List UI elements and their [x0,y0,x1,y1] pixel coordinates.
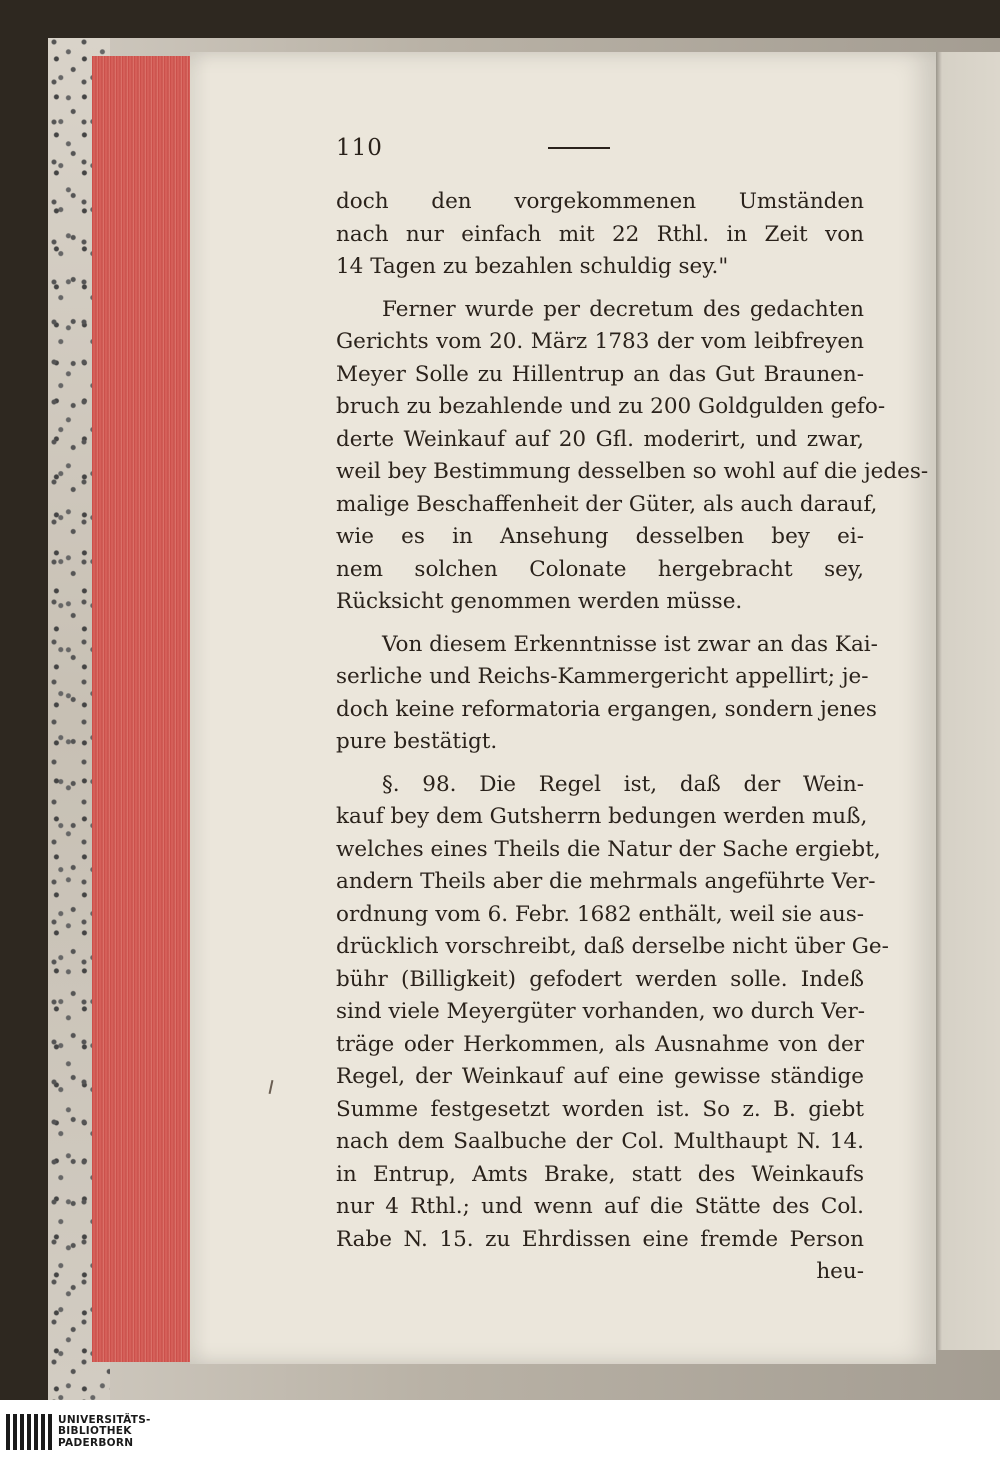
text-line: doch keine reformatoria ergangen, sondern jenes [336,696,877,722]
text-line: kauf bey dem Gutsherrn bedungen werden muß, [336,804,868,829]
text-line: nach nur einfach mit 22 Rthl. in Zeit von [336,221,864,247]
text-line: andern Theils aber die mehrmals angeführte Ver- [336,869,876,894]
text-line: bruch zu bezahlende und zu 200 Goldgulden gefo- [336,394,886,419]
library-logo-icon [6,1414,52,1450]
text-line: derte Weinkauf auf 20 Gfl. moderirt, und zwar, [336,426,864,452]
page-text-block [336,132,929,1299]
page-number: 110 [336,134,383,161]
text-line: Von diesem Erkenntnisse ist zwar an das Kai- [382,631,878,657]
book-page [190,52,936,1364]
text-line: nem solchen Colonate hergebracht sey, [336,556,864,582]
text-line: Summe festgesetzt worden ist. So z. B. giebt [336,1096,864,1122]
text-line: Meyer Solle zu Hillentrup an das Gut Braunen- [336,361,864,387]
red-page-edges [92,56,192,1362]
catchword: heu- [816,1259,864,1284]
logo-line-3: PADERBORN [58,1436,134,1449]
text-line: Gerichts vom 20. März 1783 der vom leibfreyen [336,329,864,354]
text-line: in Entrup, Amts Brake, statt des Weinkaufs [336,1161,864,1187]
text-line: 14 Tagen zu bezahlen schuldig sey." [336,254,729,279]
text-line: sind viele Meyergüter vorhanden, wo durch Ver- [336,999,865,1024]
library-logo-text [58,1415,151,1450]
paragraph-2 [336,294,929,619]
text-line: drücklich vorschreibt, daß derselbe nicht über Ge- [336,934,889,959]
text-line: Regel, der Weinkauf auf eine gewisse ständige [336,1064,864,1089]
text-line: bühr (Billigkeit) gefodert werden solle. Indeß [336,966,864,992]
text-line: träge oder Herkommen, als Ausnahme von der [336,1031,864,1057]
section-heading-line: §. 98. Die Regel ist, daß der Wein- [382,771,864,797]
text-line: malige Beschaffenheit der Güter, als auch darauf, [336,491,878,517]
text-line: nach dem Saalbuche der Col. Multhaupt N. 14. [336,1129,864,1154]
library-logo [6,1414,151,1450]
header-rule [548,147,610,149]
page-header [336,132,864,164]
paragraph-3 [336,629,878,759]
facing-page-edge [936,52,1000,1350]
text-line: weil bey Bestimmung desselben so wohl auf die jedes- [336,459,929,484]
paragraph-4 [336,769,889,1289]
text-line: Ferner wurde per decretum des gedachten [382,296,864,322]
text-line: nur 4 Rthl.; und wenn auf die Stätte des Col. [336,1194,864,1219]
logo-line-2: BIBLIOTHEK [58,1425,132,1438]
text-line: doch den vorgekommenen Umständen [336,189,864,214]
text-line: wie es in Ansehung desselben bey ei- [336,524,864,549]
text-line: Rücksicht genommen werden müsse. [336,589,743,614]
text-line: welches eines Theils die Natur der Sache ergiebt, [336,836,881,862]
text-line: serliche und Reichs-Kammergericht appellirt; je- [336,664,869,689]
text-line: ordnung vom 6. Febr. 1682 enthält, weil sie aus- [336,901,864,927]
logo-line-1: UNIVERSITÄTS- [58,1413,151,1426]
paragraph-1 [336,186,864,284]
text-line: pure bestätigt. [336,729,498,754]
text-line: Rabe N. 15. zu Ehrdissen eine fremde Person [336,1226,864,1252]
